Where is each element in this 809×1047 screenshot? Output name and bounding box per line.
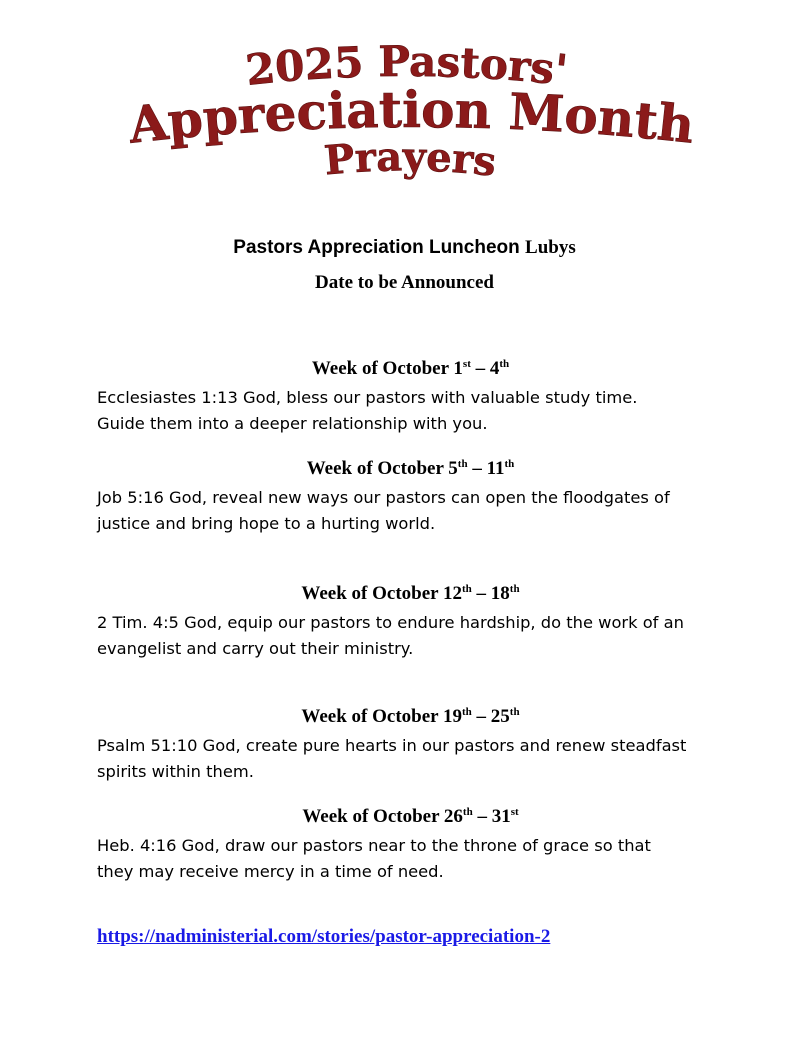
title-line-2: Appreciation Month <box>125 79 698 155</box>
prayer-line: 2 Tim. 4:5 God, equip our pastors to endure hardship, do the work of an <box>97 613 684 632</box>
luncheon-heading <box>0 237 809 259</box>
luncheon-date: Date to be Announced <box>315 272 494 293</box>
week-heading: Week of October 1st – 4th <box>311 358 510 379</box>
week-heading: Week of October 26th – 31st <box>302 806 519 827</box>
luncheon-name: Pastors Appreciation Luncheon <box>233 237 520 258</box>
prayer-text <box>97 733 737 785</box>
prayer-text <box>97 833 737 885</box>
pastor-appreciation-link[interactable]: https://nadministerial.com/stories/pastor-appreciation-2 <box>97 926 551 947</box>
prayer-text <box>97 385 737 437</box>
prayer-line: Ecclesiastes 1:13 God, bless our pastors with valuable study time. <box>97 388 638 407</box>
prayer-line: evangelist and carry out their ministry. <box>97 639 414 658</box>
week-section <box>0 357 809 437</box>
prayer-line: they may receive mercy in a time of need. <box>97 862 444 881</box>
prayer-text <box>97 485 737 537</box>
week-heading: Week of October 19th – 25th <box>301 706 520 727</box>
prayer-text <box>97 610 737 662</box>
week-section <box>0 582 809 662</box>
prayer-line: justice and bring hope to a hurting world. <box>97 514 436 533</box>
prayer-line: Job 5:16 God, reveal new ways our pastors can open the floodgates of <box>97 488 670 507</box>
page-title <box>0 0 809 200</box>
prayer-line: Psalm 51:10 God, create pure hearts in our pastors and renew steadfast <box>97 736 687 755</box>
prayer-line: spirits within them. <box>97 762 254 781</box>
prayer-line: Guide them into a deeper relationship with you. <box>97 414 488 433</box>
title-line-1: 2025 Pastors' <box>243 36 570 96</box>
week-section <box>0 705 809 785</box>
title-line-3: Prayers <box>322 133 499 186</box>
prayer-line: Heb. 4:16 God, draw our pastors near to the throne of grace so that <box>97 836 651 855</box>
week-section <box>0 805 809 885</box>
week-section <box>0 457 809 537</box>
luncheon-venue: Lubys <box>525 237 576 258</box>
week-heading: Week of October 5th – 11th <box>306 458 515 479</box>
week-heading: Week of October 12th – 18th <box>301 583 520 604</box>
